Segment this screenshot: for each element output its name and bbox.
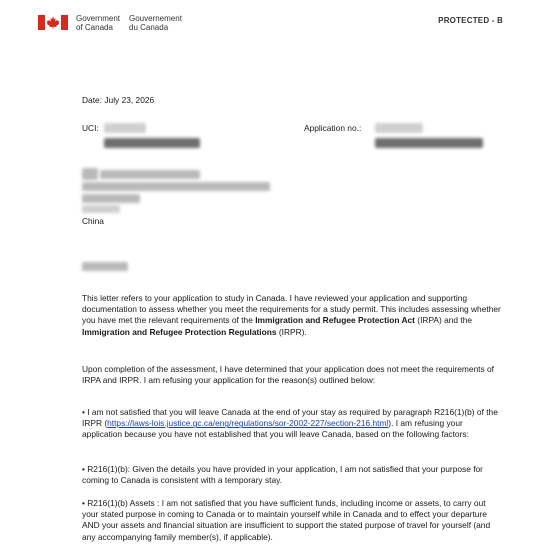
address-redacted-4	[82, 205, 120, 213]
classification-label: PROTECTED - B	[438, 16, 503, 25]
government-of-canada-wordmark: Government of Canada	[76, 14, 121, 32]
address-redacted-2	[82, 182, 270, 191]
application-number-redacted-line2	[375, 138, 483, 148]
uci-redacted-line2	[104, 138, 200, 148]
address-redacted-1a	[82, 168, 98, 180]
letter-paragraph-decision: Upon completion of the assessment, I have determined that your application does not meet the requirements of IRPA and IRPR. I am refusing your application for the reason(s) outlined below:	[82, 364, 495, 386]
letter-paragraph-reason-216: • I am not satisfied that you will leave Canada at the end of your stay as required by paragraph R216(1)(b) of the IRPR (https://laws-lois.justice.gc.ca/eng/regulations/sor-2002-227/section-216.html). I am refusing your application because you have not established that you will leave Canada, based on the following factors:	[82, 407, 498, 440]
application-number-label: Application no.:	[304, 123, 362, 133]
letter-paragraph-intro: This letter refers to your application to study in Canada. I have reviewed your application and supporting documentation to assess whether you meet the requirements for a study permit. This includes assessing whether you have met the relevant requirements of the Immigration and Refugee Protection Act (IRPA) and the Immigration and Refugee Protection Regulations (IRPR).	[82, 293, 501, 337]
salutation-redacted	[82, 262, 128, 271]
letter-paragraph-purpose: • R216(1)(b): Given the details you have provided in your application, I am not satisfied that your purpose for coming to Canada is consistent with a temporary stay.	[82, 464, 483, 486]
gouvernement-du-canada-wordmark: Gouvernement du Canada	[129, 14, 182, 32]
uci-label: UCI:	[82, 123, 99, 133]
maple-leaf-icon	[46, 16, 60, 29]
address-redacted-3	[82, 194, 140, 203]
irpr-section-216-link[interactable]: https://laws-lois.justice.gc.ca/eng/regulations/sor-2002-227/section-216.html	[107, 418, 389, 429]
address-redacted-1b	[100, 170, 200, 179]
letter-date: Date: July 23, 2026	[82, 95, 155, 105]
letter-paragraph-assets: • R216(1)(b) Assets : I am not satisfied that you have sufficient funds, including income or assets, to carry out your stated purpose in coming to Canada or to maintain yourself while in Canada and to effect your departure AND your assets and financial situation are insufficient to support the stated purpose of travel for yourself (and any accompanying family member(s), if applicable).	[82, 498, 491, 542]
canada-flag-logo	[38, 15, 68, 30]
uci-redacted	[104, 123, 146, 133]
application-number-redacted	[375, 123, 423, 133]
address-country: China	[82, 216, 104, 226]
